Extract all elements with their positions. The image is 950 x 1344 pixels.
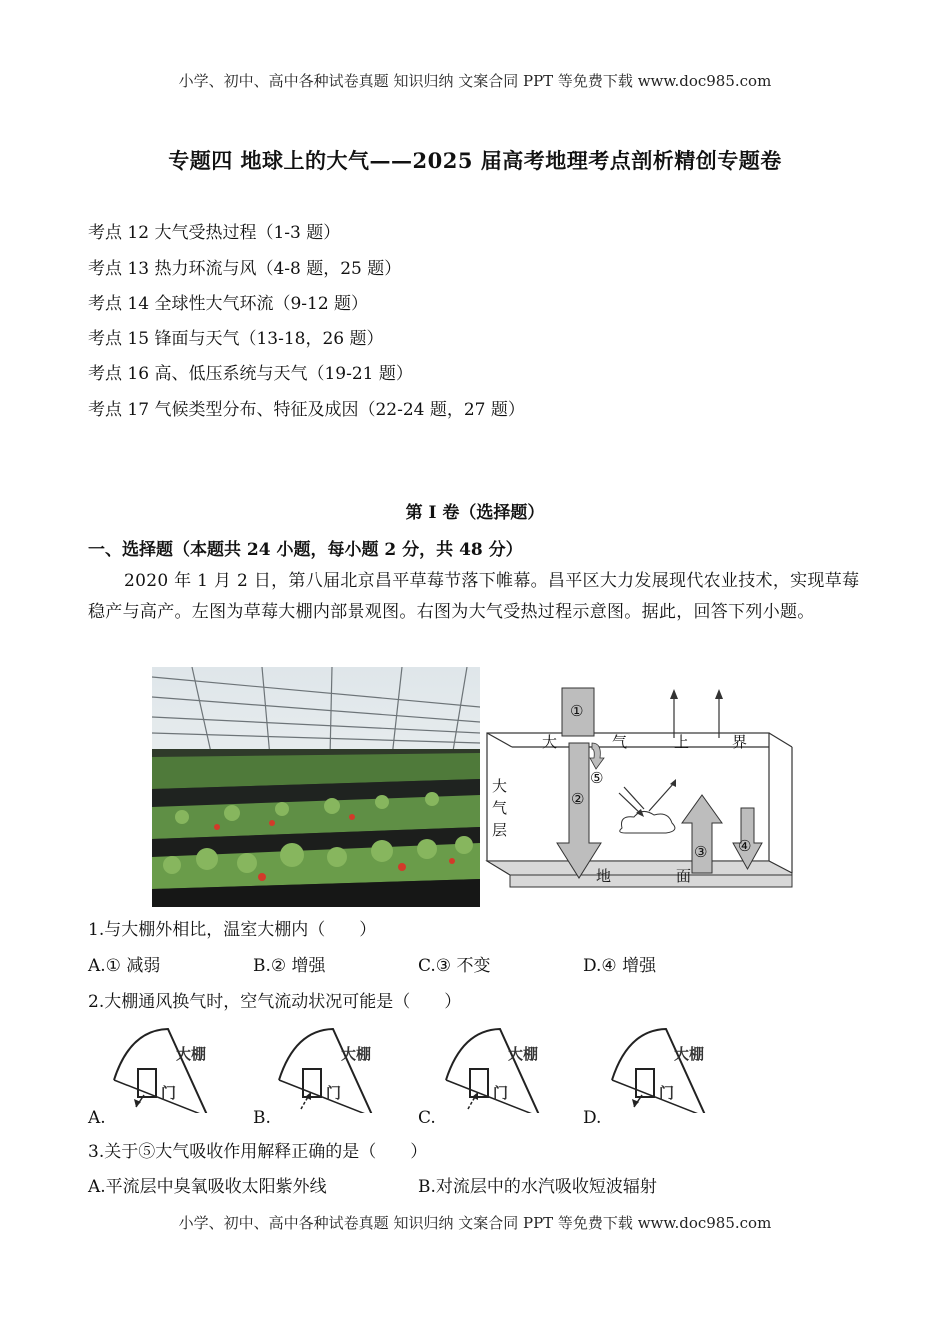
page-footer: 小学、初中、高中各种试卷真题 知识归纳 文案合同 PPT 等免费下载 www.doc985.com [178, 1214, 772, 1232]
q1-option-b[interactable]: B.② 增强 [253, 956, 326, 976]
q2-stem: 2.大棚通风换气时，空气流动状况可能是（ ） [88, 992, 462, 1012]
q2-figure-b [265, 1025, 375, 1117]
door-label: 门 [326, 1084, 342, 1102]
kaodian-item: 考点 14 全球性大气环流（9-12 题） [88, 294, 369, 314]
greenhouse-photo [152, 667, 480, 907]
page-header: 小学、初中、高中各种试卷真题 知识归纳 文案合同 PPT 等免费下载 www.doc985.com [178, 72, 772, 90]
atmosphere-heating-diagram [484, 683, 796, 905]
q2-option-b[interactable]: B. [253, 1108, 271, 1128]
top-label-3: 上 [674, 733, 690, 751]
part-title: 一、选择题（本题共 24 小题，每小题 2 分，共 48 分） [88, 540, 523, 560]
q3-option-a[interactable]: A.平流层中臭氧吸收太阳紫外线 [88, 1177, 327, 1197]
q1-stem: 1.与大棚外相比，温室大棚内（ ） [88, 920, 377, 940]
q3-stem: 3.关于⑤大气吸收作用解释正确的是（ ） [88, 1142, 428, 1162]
greenhouse-label: 大棚 [508, 1045, 539, 1063]
q2-option-a[interactable]: A. [88, 1108, 106, 1128]
greenhouse-label: 大棚 [176, 1045, 207, 1063]
ground-label-2: 面 [676, 867, 692, 885]
greenhouse-label: 大棚 [674, 1045, 705, 1063]
q2-figure-c [432, 1025, 542, 1117]
ground-label-1: 地 [596, 867, 612, 885]
greenhouse-label: 大棚 [341, 1045, 372, 1063]
door-label: 门 [493, 1084, 509, 1102]
q1-option-c[interactable]: C.③ 不变 [418, 956, 491, 976]
intro-paragraph: 2020 年 1 月 2 日，第八届北京昌平草莓节落下帷幕。昌平区大力发展现代农业技术，实现草莓稳产与高产。左图为草莓大棚内部景观图。右图为大气受热过程示意图。据此，回答下列小题。 [88, 571, 860, 622]
marker-4: ④ [738, 837, 752, 855]
top-label-2: 气 [612, 733, 628, 751]
left-label-1: 大 [492, 777, 508, 795]
marker-1: ① [570, 702, 584, 720]
kaodian-item: 考点 13 热力环流与风（4-8 题，25 题） [88, 259, 402, 279]
q1-option-d[interactable]: D.④ 增强 [583, 956, 657, 976]
q2-figure-d [598, 1025, 708, 1117]
q2-option-d[interactable]: D. [583, 1108, 602, 1128]
q2-option-c[interactable]: C. [418, 1108, 436, 1128]
q2-figure-a [100, 1025, 210, 1117]
door-label: 门 [161, 1084, 177, 1102]
marker-3: ③ [694, 843, 708, 861]
page-title: 专题四 地球上的大气——2025 届高考地理考点剖析精创专题卷 [168, 148, 782, 173]
door-label: 门 [659, 1084, 675, 1102]
kaodian-item: 考点 17 气候类型分布、特征及成因（22-24 题，27 题） [88, 400, 525, 420]
top-label-4: 界 [732, 733, 748, 751]
section-title: 第 I 卷（选择题） [405, 503, 545, 523]
kaodian-item: 考点 15 锋面与天气（13-18，26 题） [88, 329, 384, 349]
kaodian-item: 考点 12 大气受热过程（1-3 题） [88, 223, 341, 243]
q1-option-a[interactable]: A.① 减弱 [88, 956, 161, 976]
left-label-2: 气 [492, 799, 508, 817]
marker-5: ⑤ [590, 769, 604, 787]
q3-option-b[interactable]: B.对流层中的水汽吸收短波辐射 [418, 1177, 657, 1197]
left-label-3: 层 [492, 821, 508, 839]
top-label-1: 大 [542, 733, 558, 751]
kaodian-item: 考点 16 高、低压系统与天气（19-21 题） [88, 364, 413, 384]
marker-2: ② [571, 790, 585, 808]
